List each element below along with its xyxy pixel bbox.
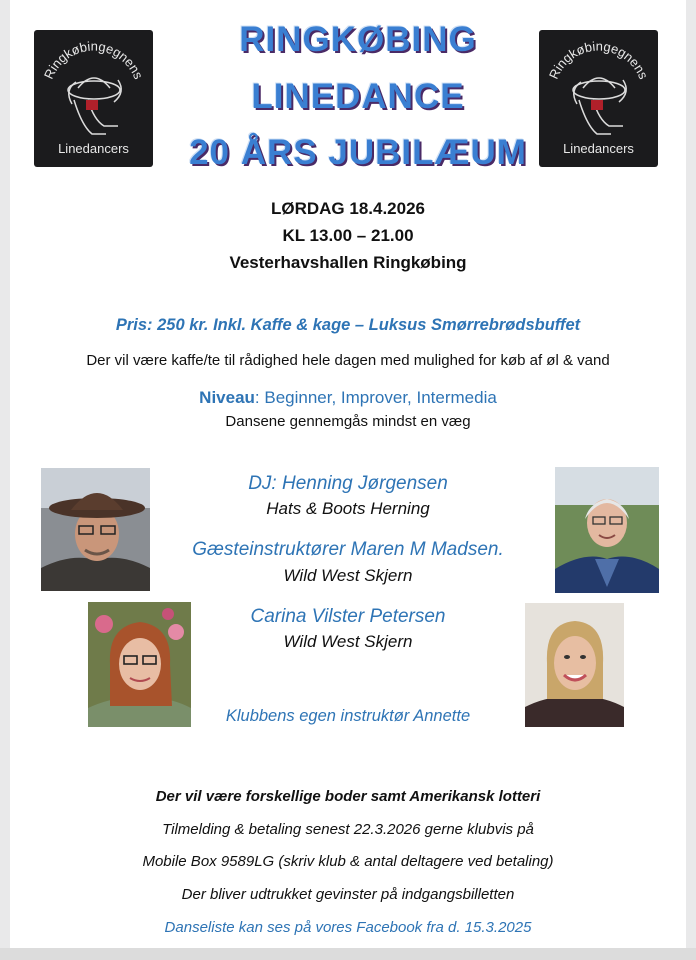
svg-text:Linedancers: Linedancers	[58, 141, 129, 156]
club-logo-left	[34, 30, 153, 167]
title-line-3: 20 ÅRS JUBILÆUM	[189, 133, 527, 172]
event-time: KL 13.00 – 21.00	[282, 226, 414, 245]
title-line-1: RINGKØBING	[239, 20, 477, 59]
coffee-note: Der vil være kaffe/te til rådighed hele dagen med mulighed for køb af øl & vand	[86, 352, 610, 369]
event-date: LØRDAG 18.4.2026	[270, 199, 425, 218]
bottom-edge	[0, 948, 696, 960]
dance-list-line: Danseliste kan ses på vores Facebook fra d. 15.3.2025	[164, 919, 532, 936]
level-note: Dansene gennemgås mindst en væg	[225, 413, 471, 430]
own-instructor: Klubbens egen instruktør Annette	[225, 707, 471, 725]
boots-hat-emblem	[539, 30, 658, 167]
guest-instructor-2: Carina Vilster Petersen	[250, 606, 446, 627]
guest-instructor-2-club: Wild West Skjern	[283, 632, 413, 651]
dj-name: DJ: Henning Jørgensen	[248, 473, 448, 494]
title-line-2: LINEDANCE	[251, 77, 465, 116]
mobilepay-line: Mobile Box 9589LG (skriv klub & antal deltagere ved betaling)	[142, 853, 554, 870]
guest-instructor-1: Gæsteinstruktører Maren M Madsen.	[192, 539, 504, 560]
booths-line: Der vil være forskellige boder samt Amerikansk lotteri	[155, 788, 541, 805]
svg-text:Linedancers: Linedancers	[563, 141, 634, 156]
registration-line: Tilmelding & betaling senest 22.3.2026 gerne klubvis på	[162, 821, 534, 838]
level-value: : Beginner, Improver, Intermedia	[254, 388, 497, 407]
boots-hat-emblem	[34, 30, 153, 167]
guest-instructor-1-club: Wild West Skjern	[283, 566, 413, 585]
club-logo-right	[539, 30, 658, 167]
level-label: Niveau	[199, 388, 255, 407]
dj-club: Hats & Boots Herning	[266, 499, 430, 518]
price-line: Pris: 250 kr. Inkl. Kaffe & kage – Luksus Smørrebrødsbuffet	[115, 316, 581, 334]
svg-text:Ringkøbingegnens: Ringkøbingegnens	[545, 38, 652, 82]
svg-text:Ringkøbingegnens: Ringkøbingegnens	[40, 38, 147, 82]
event-venue: Vesterhavshallen Ringkøbing	[229, 253, 467, 272]
prizes-line: Der bliver udtrukket gevinster på indgangsbilletten	[181, 886, 515, 903]
flyer-page	[10, 0, 686, 948]
level-line	[10, 388, 686, 408]
